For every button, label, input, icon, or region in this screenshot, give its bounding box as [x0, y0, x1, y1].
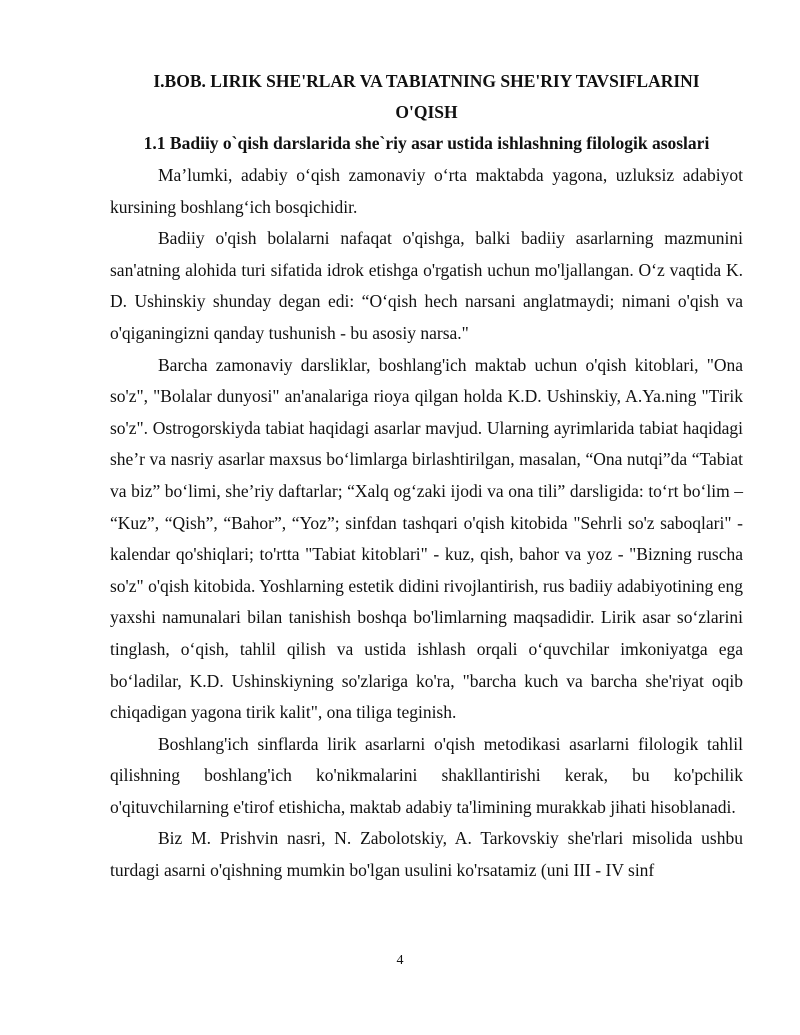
paragraph-5: Biz M. Prishvin nasri, N. Zabolotskiy, A. Tarkovskiy she'rlari misolida ushbu turdagi asarni o'qishning mumkin bo'lgan usulini ko'rsatamiz (uni III - IV sinf [110, 828, 743, 881]
section-title: 1.1 Badiiy o`qish darslarida she`riy asar ustida ishlashning filologik asoslari [143, 133, 710, 153]
paragraph-3: Barcha zamonaviy darsliklar, boshlang'ich maktab uchun o'qish kitoblari, "Ona so'z", "Bolalar dunyosi" an'analariga rioya qilgan holda K.D. Ushinskiy, A.Ya.ning "Tirik so'z". Ostrogorskiyda tabiat haqidagi asarlar mavjud. Ularning ayrimlarida tabiat haqidagi she’r va nasriy asarlar maxsus bo‘limlarga birlashtirilgan, masalan, “Ona nutqi”da “Tabiat va biz” bo‘limi, she’riy daftarlar; “Xalq og‘zaki ijodi va ona tili” darsligida: to‘rt bo‘lim – “Kuz”, “Qish”, “Bahor”, “Yoz”; sinfdan tashqari o'qish kitobida "Sehrli so'z saboqlari" - kalendar qo'shiqlari; to'rtta "Tabiat kitoblari" - kuz, qish, bahor va yoz - "Bizning ruscha so'z" o'qish kitobida. Yoshlarning estetik didini rivojlantirish, rus badiiy adabiyotining eng yaxshi namunalari bilan tanishish boshqa bo'limlarning maqsadidir. Lirik asar so‘zlarini tinglash, o‘qish, tahlil qilish va ustida ishlash orqali o‘quvchilar imkoniyatga ega bo‘ladilar, K.D. Ushinskiyning so'zlariga ko'ra, "barcha kuch va barcha she'riyat oqib chiqadigan yagona tirik kalit", ona tiliga teginish. [110, 354, 743, 723]
page-number: 4 [396, 953, 404, 968]
paragraph-4: Boshlang'ich sinflarda lirik asarlarni o'qish metodikasi asarlarni filologik tahlil qilishning boshlang'ich ko'nikmalarini shakllantirishi kerak, bu ko'pchilik o'qituvchilarning e'tirof etishicha, maktab adabiy ta'limining murakkab jihati hisoblanadi. [110, 733, 743, 817]
paragraph-2: Badiiy o'qish bolalarni nafaqat o'qishga, balki badiiy asarlarning mazmunini san'atning alohida turi sifatida idrok etishga o'rgatish uchun mo'ljallangan. O‘z vaqtida K. D. Ushinskiy shunday degan edi: “O‘qish hech narsani anglatmaydi; nimani o'qish va o'qiganingizni qanday tushunish - bu asosiy narsa." [110, 228, 743, 343]
paragraph-1: Ma’lumki, adabiy o‘qish zamonaviy o‘rta maktabda yagona, uzluksiz adabiyot kursining boshlang‘ich bosqichidir. [110, 165, 743, 217]
chapter-title-line2: O'QISH [395, 102, 458, 122]
page-content [110, 66, 743, 887]
chapter-title-line1: I.BOB. LIRIK SHE'RLAR VA TABIATNING SHE'RIY TAVSIFLARINI [153, 71, 700, 91]
